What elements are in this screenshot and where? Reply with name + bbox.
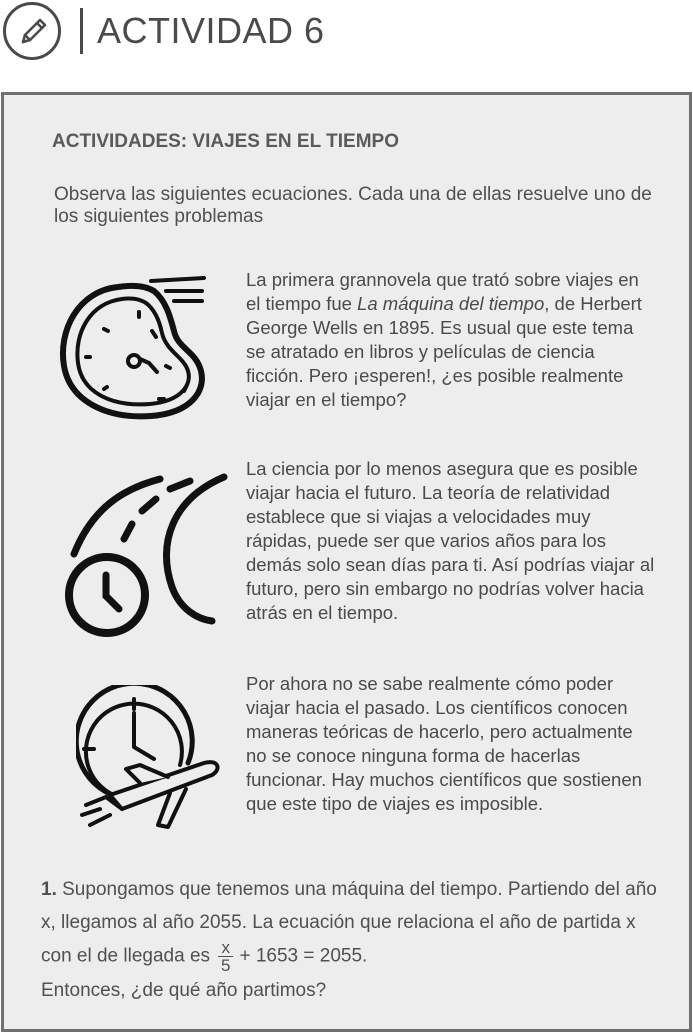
speeding-clock-icon — [62, 469, 232, 644]
intro-text: Observa las siguientes ecuaciones. Cada una de ellas resuelve uno de los siguientes problemas — [54, 184, 652, 227]
header — [0, 0, 693, 70]
melting-clock-icon — [56, 271, 216, 431]
page-title: ACTIVIDAD 6 — [97, 10, 325, 51]
fraction — [218, 939, 233, 974]
text-block-3: Por ahora no se sabe realmente cómo poder viajar hacia el pasado. Los científicos conocen maneras teóricas de hacerlo, pero actualmente no se conoce ninguna forma de hacerlas funcionar. Hay muchos científicos que sostienen que este tipo de viajes es imposible. — [246, 673, 642, 814]
text-block-1 — [246, 268, 656, 412]
question-text: Supongamos que tenemos una máquina del tiempo. Partiendo del año x, llegamos al año 2055. La ecuación que relaciona el año de partida x con el de llegada es — [41, 879, 657, 967]
pencil-icon — [3, 2, 61, 60]
question-prompt: Entonces, ¿de qué año partimos? — [41, 980, 327, 1001]
question-1 — [41, 873, 671, 1007]
fraction-denominator: 5 — [221, 956, 231, 975]
text-block-2: La ciencia por lo menos asegura que es posible viajar hacia el futuro. La teoría de relatividad establece que si viajas a velocidades muy rápidas, puede ser que varios años para los demás solo sean días para ti. Así podrías viajar al futuro, pero sin embargo no podrías volver hacia atrás en el tiempo. — [246, 458, 655, 623]
section-title: ACTIVIDADES: VIAJES EN EL TIEMPO — [52, 131, 399, 152]
block-1-book-title: La máquina del tiempo — [357, 293, 545, 314]
fraction-numerator: x — [218, 939, 233, 957]
question-number: 1. — [41, 879, 57, 900]
activity-panel — [1, 92, 692, 1032]
header-divider — [80, 8, 83, 54]
equation-rest: + 1653 = 2055. — [239, 945, 368, 967]
block-1-text-after: , de Herbert George Wells en 1895. Es usual que este tema se atratado en libros y películas de ciencia ficción. Pero ¡esperen!, ¿es posible realmente viajar en el tiempo? — [246, 293, 642, 410]
clock-airplane-icon — [76, 685, 226, 850]
block-1-text-before: La primera grannovela que trató sobre viajes en el tiempo fue — [246, 269, 639, 314]
